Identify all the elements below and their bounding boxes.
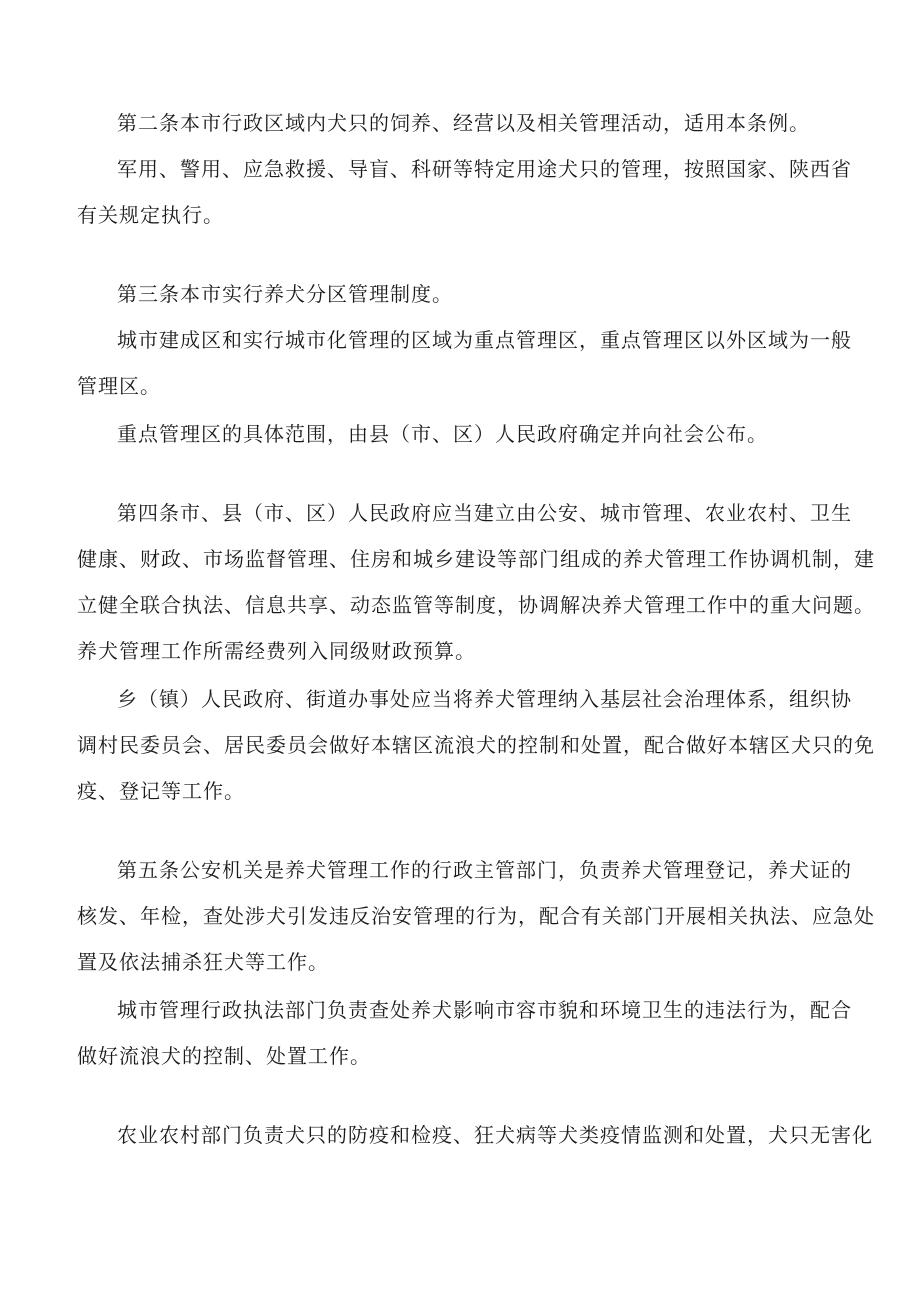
- article-4-line-5: 乡（镇）人民政府、街道办事处应当将养犬管理纳入基层社会治理体系，组织协: [117, 687, 852, 711]
- article-4-line-7: 疫、登记等工作。: [77, 779, 245, 803]
- article-3-line-2: 城市建成区和实行城市化管理的区域为重点管理区，重点管理区以外区域为一般: [117, 328, 852, 352]
- article-4-line-2: 健康、财政、市场监督管理、住房和城乡建设等部门组成的养犬管理工作协调机制，建: [77, 547, 875, 571]
- article-4-line-6: 调村民委员会、居民委员会做好本辖区流浪犬的控制和处置，配合做好本辖区犬只的免: [77, 733, 875, 757]
- article-5-line-1: 第五条公安机关是养犬管理工作的行政主管部门，负责养犬管理登记，养犬证的: [117, 858, 852, 882]
- article-2-line-2: 军用、警用、应急救援、导盲、科研等特定用途犬只的管理，按照国家、陕西省: [117, 157, 852, 181]
- article-2-line-3: 有关规定执行。: [77, 203, 224, 227]
- article-4-line-3: 立健全联合执法、信息共享、动态监管等制度，协调解决养犬管理工作中的重大问题。: [77, 593, 875, 617]
- article-4-line-1: 第四条市、县（市、区）人民政府应当建立由公安、城市管理、农业农村、卫生: [117, 501, 852, 525]
- article-4-line-4: 养犬管理工作所需经费列入同级财政预算。: [77, 639, 476, 663]
- article-5-line-6: 农业农村部门负责犬只的防疫和检疫、狂犬病等犬类疫情监测和处置，犬只无害化: [117, 1123, 873, 1147]
- article-3-line-1: 第三条本市实行养犬分区管理制度。: [117, 282, 453, 306]
- article-5-line-5: 做好流浪犬的控制、处置工作。: [77, 1044, 371, 1068]
- article-5-line-4: 城市管理行政执法部门负责查处养犬影响市容市貌和环境卫生的违法行为，配合: [117, 998, 852, 1022]
- article-3-line-3: 管理区。: [77, 374, 161, 398]
- article-3-line-4: 重点管理区的具体范围，由县（市、区）人民政府确定并向社会公布。: [117, 422, 768, 446]
- article-5-line-3: 置及依法捕杀狂犬等工作。: [77, 950, 329, 974]
- article-5-line-2: 核发、年检，查处涉犬引发违反治安管理的行为，配合有关部门开展相关执法、应急处: [77, 904, 875, 928]
- article-2-line-1: 第二条本市行政区域内犬只的饲养、经营以及相关管理活动，适用本条例。: [117, 111, 810, 135]
